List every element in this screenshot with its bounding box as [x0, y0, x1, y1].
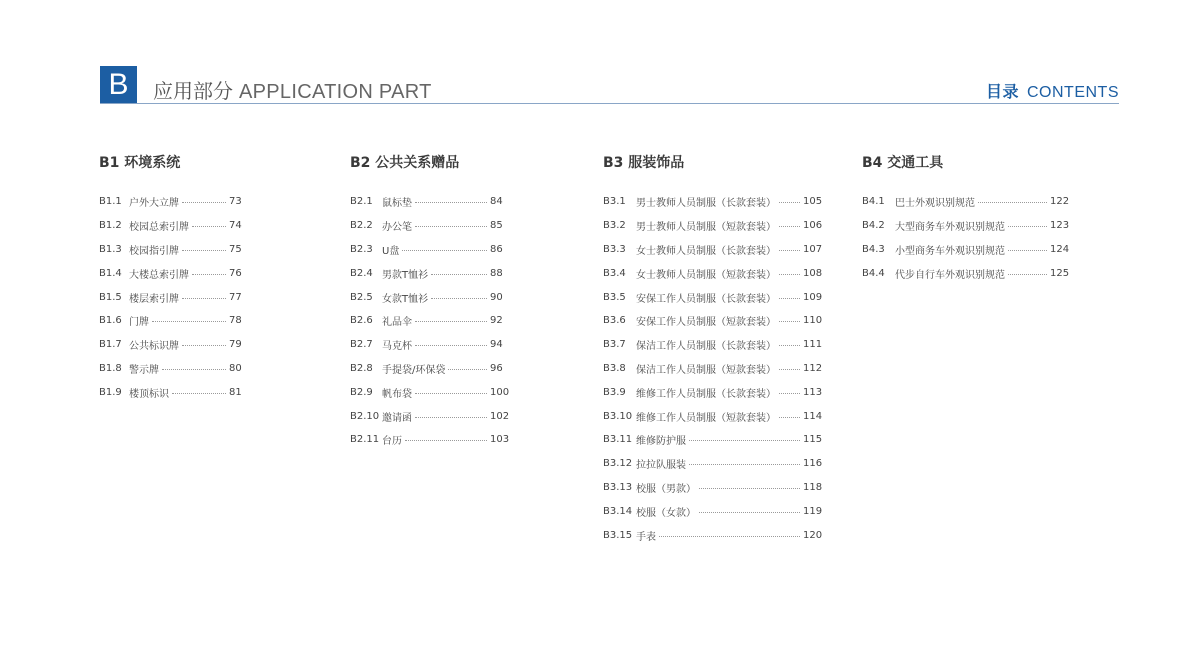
- entry-page-number: 122: [1050, 196, 1070, 208]
- dot-leader: [192, 274, 226, 275]
- dot-leader: [182, 250, 226, 251]
- entry-label: 楼层索引牌: [129, 293, 179, 305]
- dot-leader: [415, 393, 487, 394]
- toc-entry[interactable]: [350, 357, 509, 381]
- entry-page-number: 90: [490, 291, 503, 303]
- toc-entry[interactable]: [99, 190, 242, 214]
- header-divider: [100, 103, 1119, 104]
- entry-code: B2.5: [350, 291, 373, 303]
- dot-leader: [415, 345, 487, 346]
- entry-code: B3.10: [603, 410, 633, 422]
- entry-page-number: 85: [490, 220, 503, 232]
- section-title: B4 交通工具: [862, 155, 944, 171]
- title-en: APPLICATION PART: [239, 81, 432, 103]
- entry-label: 公共标识牌: [129, 341, 179, 353]
- entry-label: 女款T恤衫: [382, 293, 429, 305]
- entry-label: 巴士外观识别规范: [895, 198, 975, 210]
- entry-page-number: 86: [490, 243, 503, 255]
- toc-section: [350, 153, 509, 452]
- toc-entry[interactable]: [603, 452, 822, 476]
- dot-leader: [779, 202, 800, 203]
- toc-entry[interactable]: [99, 309, 242, 333]
- entry-page-number: 123: [1050, 220, 1070, 232]
- toc-entry[interactable]: [862, 238, 1069, 262]
- entry-label: 邀请函: [382, 412, 412, 424]
- entry-page-number: 115: [803, 434, 823, 446]
- contents-en: CONTENTS: [1027, 84, 1119, 101]
- entry-code: B3.4: [603, 267, 626, 279]
- entry-page-number: 103: [490, 434, 510, 446]
- entry-page-number: 125: [1050, 267, 1070, 279]
- toc-entry[interactable]: [603, 428, 822, 452]
- entry-code: B2.8: [350, 362, 373, 374]
- toc-entry[interactable]: [603, 499, 822, 523]
- dot-leader: [689, 464, 800, 465]
- entry-code: B2.3: [350, 243, 373, 255]
- entry-label: 大楼总索引牌: [129, 269, 189, 281]
- entry-code: B4.2: [862, 220, 885, 232]
- entry-label: U盘: [382, 245, 400, 257]
- toc-entry[interactable]: [603, 190, 822, 214]
- entry-code: B3.11: [603, 434, 633, 446]
- entry-label: 户外大立牌: [129, 198, 179, 210]
- dot-leader: [431, 298, 487, 299]
- entry-page-number: 109: [803, 291, 823, 303]
- entry-page-number: 119: [803, 505, 823, 517]
- toc-entry[interactable]: [350, 214, 509, 238]
- entry-page-number: 113: [803, 386, 823, 398]
- entry-page-number: 118: [803, 481, 823, 493]
- entry-page-number: 73: [229, 196, 242, 208]
- entry-code: B3.9: [603, 386, 626, 398]
- toc-entry[interactable]: [603, 333, 822, 357]
- toc-entry[interactable]: [350, 309, 509, 333]
- entry-label: 安保工作人员制服（短款套装）: [636, 317, 776, 329]
- toc-entry[interactable]: [350, 404, 509, 428]
- contents-label: [986, 79, 1119, 102]
- entry-label: 维修防护服: [636, 436, 686, 448]
- entry-page-number: 116: [803, 458, 823, 470]
- entry-label: 小型商务车外观识别规范: [895, 245, 1005, 257]
- entry-code: B3.1: [603, 196, 626, 208]
- dot-leader: [779, 369, 800, 370]
- entry-label: 马克杯: [382, 341, 412, 353]
- toc-entry[interactable]: [603, 357, 822, 381]
- dot-leader: [689, 440, 800, 441]
- entry-label: 维修工作人员制服（长款套装）: [636, 388, 776, 400]
- entry-label: 鼠标垫: [382, 198, 412, 210]
- entry-page-number: 88: [490, 267, 503, 279]
- toc-entry[interactable]: [603, 523, 822, 547]
- toc-entry[interactable]: [99, 333, 242, 357]
- entry-label: 女士教师人员制服（短款套装）: [636, 269, 776, 281]
- toc-entry[interactable]: [603, 476, 822, 500]
- section-title: B1 环境系统: [99, 155, 181, 171]
- entry-code: B3.3: [603, 243, 626, 255]
- entry-page-number: 102: [490, 410, 510, 422]
- toc-entry[interactable]: [99, 357, 242, 381]
- entry-code: B1.8: [99, 362, 122, 374]
- entry-label: 楼顶标识: [129, 388, 169, 400]
- entry-label: 代步自行车外观识别规范: [895, 269, 1005, 281]
- entry-code: B1.6: [99, 315, 122, 327]
- dot-leader: [192, 226, 226, 227]
- dot-leader: [779, 226, 800, 227]
- entry-page-number: 110: [803, 315, 823, 327]
- entry-label: 校服（男款）: [636, 483, 696, 495]
- entry-page-number: 100: [490, 386, 510, 398]
- entry-label: 保洁工作人员制服（短款套装）: [636, 364, 776, 376]
- entry-label: 男士教师人员制服（长款套装）: [636, 198, 776, 210]
- entry-page-number: 77: [229, 291, 242, 303]
- entry-page-number: 78: [229, 315, 242, 327]
- entry-code: B2.1: [350, 196, 373, 208]
- entry-code: B2.7: [350, 339, 373, 351]
- page-title: [153, 75, 432, 104]
- entry-code: B4.4: [862, 267, 885, 279]
- toc-entry[interactable]: [603, 238, 822, 262]
- entry-label: 男士教师人员制服（短款套装）: [636, 222, 776, 234]
- dot-leader: [415, 226, 487, 227]
- entry-code: B4.1: [862, 196, 885, 208]
- dot-leader: [779, 298, 800, 299]
- entry-label: 台历: [382, 436, 402, 448]
- entry-label: 门牌: [129, 317, 149, 329]
- toc-entry[interactable]: [603, 309, 822, 333]
- dot-leader: [405, 440, 487, 441]
- entry-label: 办公笔: [382, 222, 412, 234]
- toc-entry[interactable]: [350, 428, 509, 452]
- toc-entry[interactable]: [99, 380, 242, 404]
- entry-page-number: 120: [803, 529, 823, 541]
- toc-entry[interactable]: [862, 190, 1069, 214]
- toc-entry[interactable]: [350, 285, 509, 309]
- dot-leader: [779, 250, 800, 251]
- entry-code: B1.3: [99, 243, 122, 255]
- entry-page-number: 76: [229, 267, 242, 279]
- entry-code: B3.12: [603, 458, 633, 470]
- toc-entry[interactable]: [603, 261, 822, 285]
- dot-leader: [402, 250, 487, 251]
- entry-label: 男款T恤衫: [382, 269, 429, 281]
- toc-entry[interactable]: [350, 261, 509, 285]
- dot-leader: [182, 202, 226, 203]
- entry-label: 女士教师人员制服（长款套装）: [636, 245, 776, 257]
- entry-label: 安保工作人员制服（长款套装）: [636, 293, 776, 305]
- entry-page-number: 105: [803, 196, 823, 208]
- entry-page-number: 106: [803, 220, 823, 232]
- entry-code: B3.6: [603, 315, 626, 327]
- entry-page-number: 84: [490, 196, 503, 208]
- dot-leader: [415, 417, 487, 418]
- dot-leader: [1008, 250, 1047, 251]
- dot-leader: [172, 393, 226, 394]
- entry-page-number: 108: [803, 267, 823, 279]
- toc-entry[interactable]: [603, 285, 822, 309]
- dot-leader: [152, 321, 226, 322]
- entry-page-number: 112: [803, 362, 823, 374]
- dot-leader: [659, 536, 800, 537]
- entry-page-number: 81: [229, 386, 242, 398]
- toc-entry[interactable]: [603, 380, 822, 404]
- toc-entry[interactable]: [350, 238, 509, 262]
- entry-code: B3.7: [603, 339, 626, 351]
- toc-entry[interactable]: [862, 261, 1069, 285]
- toc-section: [99, 153, 242, 404]
- toc-entry[interactable]: [350, 333, 509, 357]
- entry-label: 大型商务车外观识别规范: [895, 222, 1005, 234]
- entry-page-number: 80: [229, 362, 242, 374]
- entry-page-number: 79: [229, 339, 242, 351]
- entry-page-number: 75: [229, 243, 242, 255]
- entry-code: B2.6: [350, 315, 373, 327]
- dot-leader: [1008, 226, 1047, 227]
- entry-code: B1.5: [99, 291, 122, 303]
- toc-entry[interactable]: [99, 238, 242, 262]
- entry-page-number: 107: [803, 243, 823, 255]
- toc-entry[interactable]: [99, 285, 242, 309]
- entry-label: 拉拉队服装: [636, 460, 686, 472]
- entry-label: 警示牌: [129, 364, 159, 376]
- toc-entry[interactable]: [603, 214, 822, 238]
- entry-code: B3.2: [603, 220, 626, 232]
- dot-leader: [182, 298, 226, 299]
- toc-section: [603, 153, 822, 547]
- entry-code: B3.13: [603, 481, 633, 493]
- entry-label: 校服（女款）: [636, 507, 696, 519]
- entry-code: B2.11: [350, 434, 380, 446]
- dot-leader: [779, 393, 800, 394]
- dot-leader: [448, 369, 487, 370]
- dot-leader: [431, 274, 487, 275]
- entry-code: B3.14: [603, 505, 633, 517]
- dot-leader: [779, 345, 800, 346]
- section-title: B3 服装饰品: [603, 155, 685, 171]
- dot-leader: [162, 369, 226, 370]
- entry-label: 保洁工作人员制服（长款套装）: [636, 341, 776, 353]
- entry-label: 校园指引牌: [129, 245, 179, 257]
- entry-code: B1.9: [99, 386, 122, 398]
- entry-code: B2.4: [350, 267, 373, 279]
- entry-label: 校园总索引牌: [129, 222, 189, 234]
- dot-leader: [978, 202, 1047, 203]
- title-zh: 应用部分: [153, 81, 233, 103]
- toc-entry[interactable]: [350, 190, 509, 214]
- dot-leader: [699, 512, 800, 513]
- toc-entry[interactable]: [862, 214, 1069, 238]
- entry-page-number: 111: [803, 339, 823, 351]
- entry-label: 帆布袋: [382, 388, 412, 400]
- contents-zh: 目录: [985, 84, 1019, 101]
- entry-page-number: 94: [490, 339, 503, 351]
- entry-label: 维修工作人员制服（短款套装）: [636, 412, 776, 424]
- dot-leader: [779, 274, 800, 275]
- entry-label: 手提袋/环保袋: [382, 364, 446, 376]
- dot-leader: [415, 321, 487, 322]
- entry-code: B1.2: [99, 220, 122, 232]
- toc-entry[interactable]: [99, 214, 242, 238]
- entry-code: B1.1: [99, 196, 122, 208]
- entry-page-number: 114: [803, 410, 823, 422]
- dot-leader: [182, 345, 226, 346]
- toc-entry[interactable]: [350, 380, 509, 404]
- dot-leader: [1008, 274, 1047, 275]
- entry-code: B2.10: [350, 410, 380, 422]
- entry-code: B2.9: [350, 386, 373, 398]
- dot-leader: [699, 488, 800, 489]
- dot-leader: [779, 321, 800, 322]
- dot-leader: [779, 417, 800, 418]
- entry-page-number: 74: [229, 220, 242, 232]
- entry-code: B2.2: [350, 220, 373, 232]
- entry-code: B3.5: [603, 291, 626, 303]
- entry-code: B3.8: [603, 362, 626, 374]
- entry-code: B3.15: [603, 529, 633, 541]
- entry-page-number: 96: [490, 362, 503, 374]
- section-title: B2 公共关系赠品: [350, 155, 460, 171]
- entry-page-number: 92: [490, 315, 503, 327]
- entry-code: B1.4: [99, 267, 122, 279]
- toc-entry[interactable]: [603, 404, 822, 428]
- entry-page-number: 124: [1050, 243, 1070, 255]
- section-badge: B: [100, 66, 137, 104]
- entry-label: 手表: [636, 531, 656, 543]
- entry-code: B1.7: [99, 339, 122, 351]
- entry-label: 礼品伞: [382, 317, 412, 329]
- dot-leader: [415, 202, 487, 203]
- entry-code: B4.3: [862, 243, 885, 255]
- toc-entry[interactable]: [99, 261, 242, 285]
- toc-section: [862, 153, 1069, 285]
